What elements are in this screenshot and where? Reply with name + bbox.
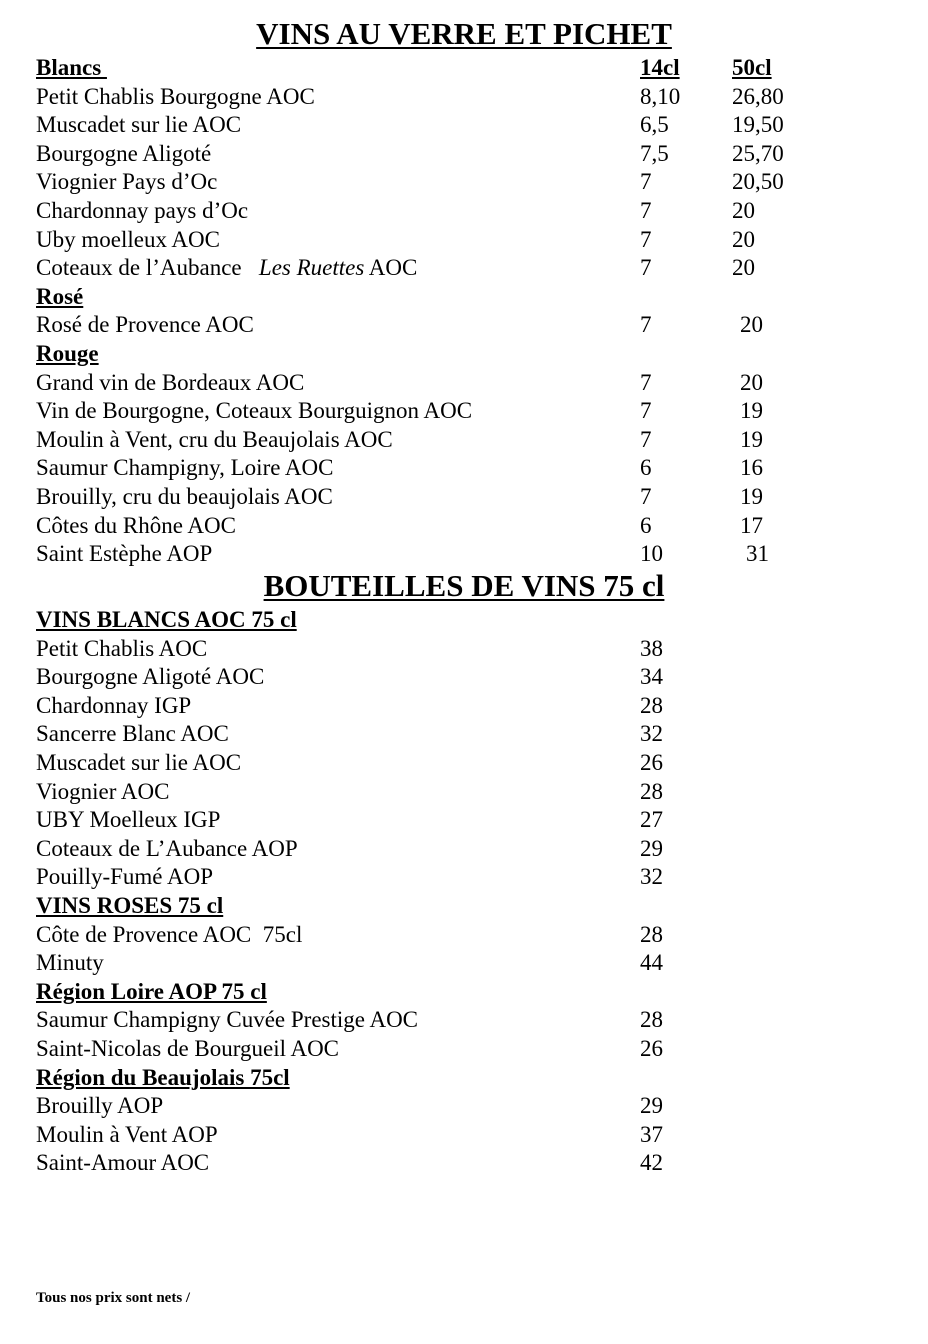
price-50cl: 17 (740, 512, 763, 538)
wine-name-text: Bourgogne Aligoté (36, 140, 212, 166)
group-label: Région du Beaujolais 75cl (36, 1064, 290, 1090)
wine-name-text: Saint Estèphe AOP (36, 541, 213, 567)
bottle-row (36, 834, 886, 863)
price-50cl: 25,70 (732, 140, 784, 166)
wine-name (36, 310, 254, 339)
wine-name: Moulin à Vent AOP (36, 1121, 218, 1147)
wine-name: Sancerre Blanc AOC (36, 721, 229, 747)
price-50cl: 19 (740, 398, 763, 424)
bottle-price: 29 (640, 835, 663, 861)
price-14cl: 7 (640, 226, 652, 252)
price-14cl: 7 (640, 369, 652, 395)
wine-name: Bourgogne Aligoté AOC (36, 664, 265, 690)
glass-group-header (36, 282, 886, 311)
price-14cl: 6 (640, 455, 652, 481)
bottle-row (36, 862, 886, 891)
bottle-row (36, 1120, 886, 1149)
bottle-row (36, 1148, 886, 1177)
wine-name: Saint-Nicolas de Bourgueil AOC (36, 1036, 340, 1061)
wine-row (36, 310, 886, 339)
wine-name (36, 167, 217, 196)
price-50cl: 20 (732, 198, 755, 223)
wine-name: Muscadet sur lie AOC (36, 750, 242, 775)
wine-row (36, 482, 886, 511)
wine-name: Saint-Amour AOC (36, 1150, 210, 1176)
wine-row (36, 225, 886, 254)
bottle-price: 34 (640, 664, 663, 690)
wine-name: Viognier AOC (36, 778, 170, 804)
bottle-row (36, 1091, 886, 1120)
footer-note: Tous nos prix sont nets / (36, 1290, 191, 1306)
wine-name (36, 253, 417, 282)
bottle-price: 44 (640, 950, 663, 976)
bottle-section-title: BOUTEILLES DE VINS 75 cl (263, 568, 665, 603)
price-14cl: 7 (640, 169, 652, 195)
wine-name: Petit Chablis AOC (36, 635, 208, 661)
wine-name: UBY Moelleux IGP (36, 807, 221, 833)
wine-name: Coteaux de L’Aubance AOP (36, 835, 298, 861)
price-50cl: 20 (732, 226, 755, 252)
wine-name (36, 539, 212, 568)
wine-row (36, 425, 886, 454)
price-50cl: 19,50 (732, 112, 784, 138)
wine-name (36, 82, 315, 111)
wine-name-text: Brouilly, cru du beaujolais AOC (36, 484, 333, 509)
column-header-14cl: 14cl (640, 55, 680, 80)
wine-row (36, 253, 886, 282)
price-14cl: 7 (640, 398, 652, 424)
wine-name-text: Moulin à Vent, cru du Beaujolais AOC (36, 426, 393, 452)
bottle-row (36, 948, 886, 977)
wine-name-text: Côtes du Rhône AOC (36, 512, 236, 538)
wine-row (36, 82, 886, 111)
price-50cl: 16 (740, 455, 763, 481)
bottle-price: 29 (640, 1093, 663, 1119)
price-14cl: 7 (640, 198, 652, 223)
wine-appellation: AOC (368, 255, 418, 281)
bottle-price: 38 (640, 635, 663, 661)
group-label: Blancs (36, 55, 107, 80)
wine-name (36, 225, 220, 254)
wine-name-text: Saumur Champigny, Loire AOC (36, 455, 334, 481)
wine-name (36, 196, 248, 225)
bottle-row (36, 634, 886, 663)
price-50cl: 26,80 (732, 83, 784, 109)
wine-row (36, 110, 886, 139)
wine-row (36, 368, 886, 397)
price-50cl: 20 (740, 312, 763, 338)
price-14cl: 8,10 (640, 83, 681, 109)
column-header-50cl: 50cl (732, 55, 772, 80)
bottle-row (36, 1034, 886, 1063)
price-14cl: 7 (640, 255, 652, 281)
price-50cl: 20 (740, 369, 763, 395)
wine-row (36, 453, 886, 482)
bottle-group-header (36, 605, 886, 634)
price-14cl: 7,5 (640, 140, 669, 166)
wine-cuvee: Les Ruettes (258, 255, 365, 281)
group-label: VINS BLANCS AOC 75 cl (36, 607, 297, 632)
bottle-row (36, 1005, 886, 1034)
wine-row (36, 196, 886, 225)
bottle-price: 26 (640, 750, 663, 775)
wine-row (36, 167, 886, 196)
wine-row (36, 511, 886, 540)
wine-name-text: Vin de Bourgogne, Coteaux Bourguignon AOC (36, 398, 473, 424)
bottle-row (36, 748, 886, 777)
bottle-price: 42 (640, 1150, 663, 1176)
wine-name-text: Coteaux de l’Aubance (36, 255, 242, 281)
wine-name: Saumur Champigny Cuvée Prestige AOC (36, 1007, 419, 1033)
wine-name-text: Grand vin de Bordeaux AOC (36, 369, 305, 395)
wine-row (36, 139, 886, 168)
wine-name (36, 482, 333, 511)
wine-name-text: Viognier Pays d’Oc (36, 169, 218, 195)
bottle-price: 37 (640, 1121, 663, 1147)
glass-group-header (36, 53, 886, 82)
price-14cl: 10 (640, 541, 663, 567)
wine-name (36, 110, 241, 139)
price-14cl: 6 (640, 512, 652, 538)
price-50cl: 31 (746, 541, 769, 567)
price-14cl: 7 (640, 484, 652, 509)
wine-name (36, 511, 236, 540)
bottle-group-header (36, 1063, 886, 1092)
group-label: Rouge (36, 341, 99, 366)
bottle-price: 28 (640, 778, 663, 804)
bottle-row (36, 719, 886, 748)
bottle-price: 28 (640, 692, 663, 718)
price-50cl: 19 (740, 484, 763, 509)
price-50cl: 20 (732, 255, 755, 281)
bottle-row (36, 805, 886, 834)
wine-name: Brouilly AOP (36, 1093, 164, 1119)
wine-row (36, 396, 886, 425)
wine-name (36, 139, 211, 168)
bottle-price: 32 (640, 721, 663, 747)
group-label: Région Loire AOP 75 cl (36, 978, 267, 1004)
glass-group-header (36, 339, 886, 368)
wine-name: Côte de Provence AOC 75cl (36, 921, 303, 947)
wine-name: Pouilly-Fumé AOP (36, 864, 214, 890)
bottle-price: 28 (640, 921, 663, 947)
wine-name: Minuty (36, 950, 104, 976)
wine-name-text: Uby moelleux AOC (36, 226, 220, 252)
price-14cl: 7 (640, 312, 652, 338)
wine-name (36, 425, 393, 454)
wine-name-text: Chardonnay pays d’Oc (36, 198, 249, 223)
wine-name (36, 396, 472, 425)
bottle-group-header (36, 977, 886, 1006)
price-50cl: 20,50 (732, 169, 784, 195)
wine-name-text: Rosé de Provence AOC (36, 312, 254, 338)
bottle-price: 27 (640, 807, 663, 833)
wine-row (36, 539, 886, 568)
group-label: VINS ROSES 75 cl (36, 893, 224, 918)
price-14cl: 7 (640, 426, 652, 452)
price-14cl: 6,5 (640, 112, 669, 138)
bottle-row (36, 920, 886, 949)
bottle-row (36, 777, 886, 806)
wine-name-text: Muscadet sur lie AOC (36, 112, 242, 138)
bottle-price: 26 (640, 1036, 663, 1061)
bottle-price: 32 (640, 864, 663, 890)
bottle-price: 28 (640, 1007, 663, 1033)
wine-name (36, 453, 333, 482)
glass-section-title: VINS AU VERRE ET PICHET (256, 16, 672, 51)
wine-name: Chardonnay IGP (36, 692, 192, 718)
bottle-row (36, 662, 886, 691)
wine-name-text: Petit Chablis Bourgogne AOC (36, 83, 315, 109)
wine-name (36, 368, 304, 397)
bottle-group-header (36, 891, 886, 920)
group-label: Rosé (36, 283, 84, 309)
bottle-row (36, 691, 886, 720)
price-50cl: 19 (740, 426, 763, 452)
